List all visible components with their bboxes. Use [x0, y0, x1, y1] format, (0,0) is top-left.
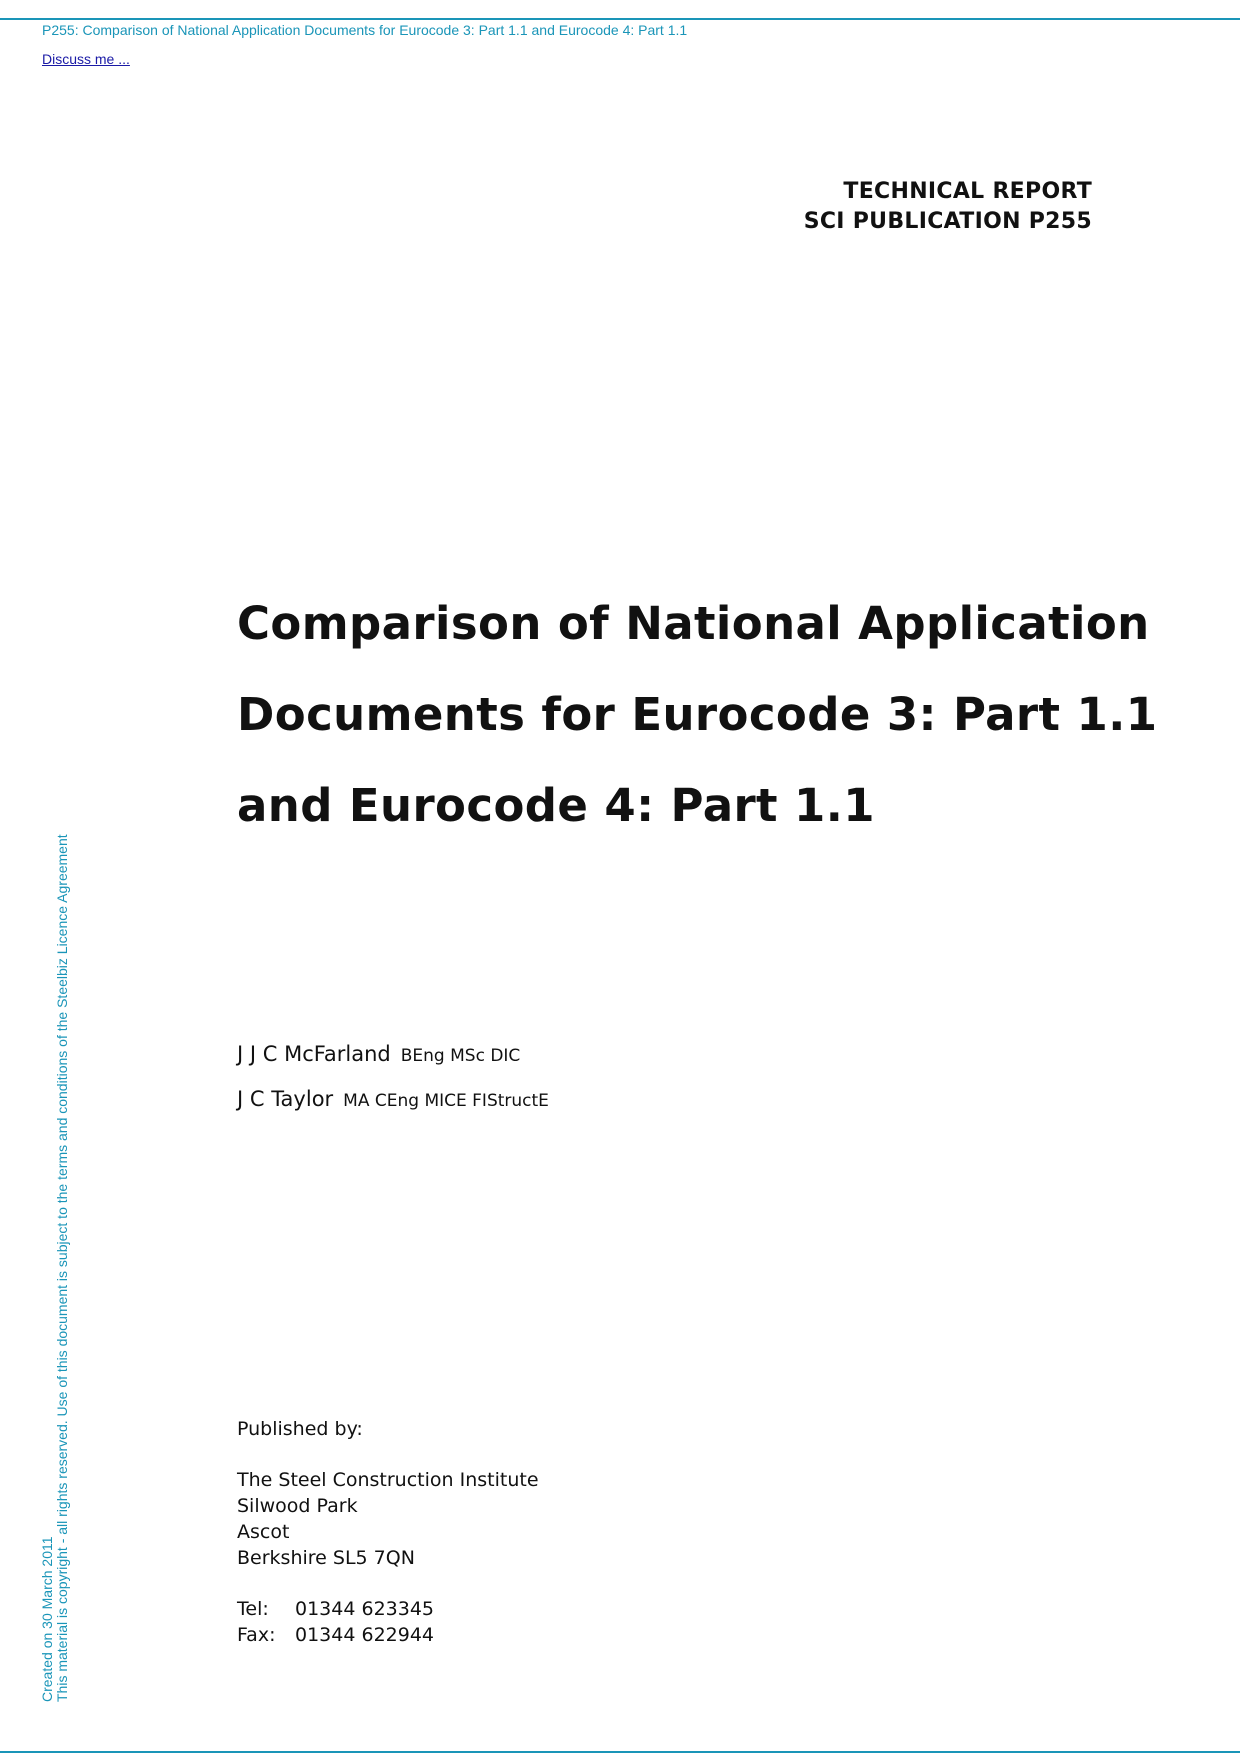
header-rule	[0, 18, 1240, 20]
publisher-name: The Steel Construction Institute	[237, 1469, 539, 1491]
title-line: Comparison of National Application	[237, 597, 1150, 650]
telephone-row	[237, 1596, 539, 1622]
author-entry	[237, 1078, 549, 1123]
copyright-notice	[40, 834, 70, 1702]
author-qualifications: BEng MSc DIC	[400, 1046, 521, 1066]
author-name: J J C McFarland	[237, 1042, 391, 1066]
title-line: and Eurocode 4: Part 1.1	[237, 779, 875, 832]
document-header-title: P255: Comparison of National Application Documents for Eurocode 3: Part 1.1 and Eurocode 4: Part 1.1	[42, 22, 688, 38]
licence-notice: This material is copyright - all rights reserved. Use of this document is subject to the terms and conditions of the Steelbiz Licence Agreement	[54, 834, 70, 1702]
creation-date: Created on 30 March 2011	[39, 1536, 55, 1702]
author-qualifications: MA CEng MICE FIStructE	[343, 1091, 549, 1111]
publisher-block	[237, 1416, 539, 1648]
author-list	[237, 1033, 549, 1123]
report-type-label: TECHNICAL REPORT	[843, 179, 1092, 204]
document-title	[237, 578, 1158, 851]
address-line: Silwood Park	[237, 1495, 358, 1517]
fax-row	[237, 1622, 539, 1648]
address-line: Ascot	[237, 1521, 290, 1543]
published-by-label: Published by:	[237, 1418, 363, 1440]
author-name: J C Taylor	[237, 1087, 334, 1111]
address-line: Berkshire SL5 7QN	[237, 1547, 415, 1569]
telephone-label: Tel:	[237, 1598, 269, 1620]
title-line: Documents for Eurocode 3: Part 1.1	[237, 688, 1158, 741]
fax-label: Fax:	[237, 1624, 276, 1646]
publication-number: SCI PUBLICATION P255	[803, 209, 1092, 234]
footer-rule	[0, 1751, 1240, 1753]
author-entry	[237, 1033, 549, 1078]
telephone-number: 01344 623345	[295, 1598, 435, 1620]
discuss-link[interactable]: Discuss me ...	[42, 51, 130, 67]
fax-number: 01344 622944	[295, 1624, 435, 1646]
report-designation	[804, 177, 1092, 237]
